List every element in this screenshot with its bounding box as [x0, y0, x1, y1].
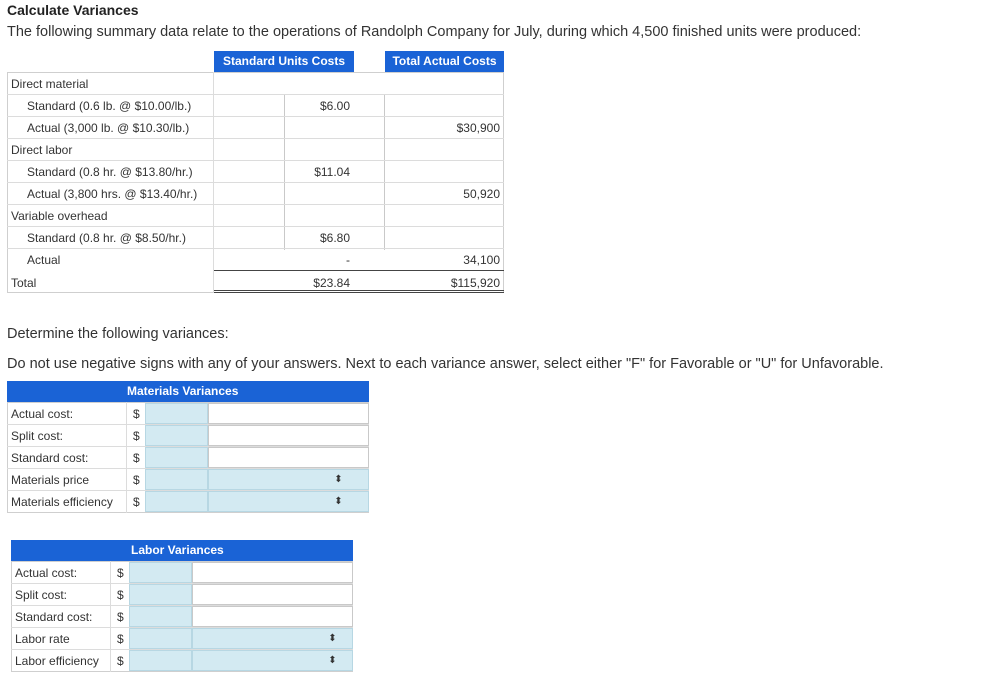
col-header-actual: Total Actual Costs: [385, 51, 504, 72]
materials-split-cost-extra[interactable]: [208, 425, 369, 446]
row-label: Variable overhead: [11, 209, 108, 223]
labor-label: Split cost:: [15, 588, 68, 602]
materials-label: Materials efficiency: [11, 495, 113, 509]
materials-label: Split cost:: [11, 429, 64, 443]
act-value: $30,900: [456, 121, 500, 135]
labor-standard-cost-extra[interactable]: [192, 606, 353, 627]
instruction-note: Do not use negative signs with any of your answers. Next to each variance answer, select either "F" for Favorable or "U" for Unfavorable.: [7, 356, 884, 372]
currency-symbol: $: [117, 610, 124, 624]
row-label: Direct labor: [11, 143, 73, 157]
page-title: Calculate Variances: [7, 2, 139, 18]
labor-rate-fu-select[interactable]: ⬍: [192, 628, 353, 649]
labor-rate-input[interactable]: [129, 628, 192, 649]
materials-actual-cost-extra[interactable]: [208, 403, 369, 424]
materials-price-input[interactable]: [145, 469, 208, 490]
currency-symbol: $: [117, 566, 124, 580]
currency-symbol: $: [133, 495, 140, 509]
materials-standard-cost-input[interactable]: [145, 447, 208, 468]
materials-title: [7, 381, 369, 402]
act-total: $115,920: [450, 276, 500, 290]
divider: [110, 561, 111, 672]
labor-split-cost-extra[interactable]: [192, 584, 353, 605]
std-value: $6.00: [319, 99, 350, 113]
divider: [7, 226, 504, 227]
total-double-rule: [214, 290, 504, 291]
currency-symbol: $: [133, 429, 140, 443]
row-label: Standard (0.8 hr. @ $8.50/hr.): [27, 231, 186, 245]
materials-label: Materials price: [11, 473, 90, 487]
act-value: 34,100: [463, 253, 500, 267]
labor-label: Labor efficiency: [15, 654, 99, 668]
labor-standard-cost-input[interactable]: [129, 606, 192, 627]
currency-symbol: $: [117, 654, 124, 668]
total-double-rule: [214, 292, 504, 293]
labor-title-text: Labor Variances: [131, 543, 224, 557]
total-rule: [214, 270, 504, 271]
materials-actual-cost-input[interactable]: [145, 403, 208, 424]
divider: [7, 138, 504, 139]
determine-text: Determine the following variances:: [7, 326, 229, 342]
divider: [7, 116, 504, 117]
row-label: Standard (0.6 lb. @ $10.00/lb.): [27, 99, 192, 113]
std-value: $11.04: [314, 165, 350, 179]
materials-split-cost-input[interactable]: [145, 425, 208, 446]
labor-label: Standard cost:: [15, 610, 93, 624]
divider: [126, 402, 127, 513]
labor-split-cost-input[interactable]: [129, 584, 192, 605]
row-label: Actual (3,800 hrs. @ $13.40/hr.): [27, 187, 198, 201]
labor-label: Labor rate: [15, 632, 70, 646]
labor-efficiency-input[interactable]: [129, 650, 192, 671]
std-total: $23.84: [313, 276, 350, 290]
materials-standard-cost-extra[interactable]: [208, 447, 369, 468]
labor-actual-cost-extra[interactable]: [192, 562, 353, 583]
currency-symbol: $: [133, 451, 140, 465]
divider: [7, 160, 504, 161]
currency-symbol: $: [133, 407, 140, 421]
materials-label: Actual cost:: [11, 407, 74, 421]
row-label: Direct material: [11, 77, 89, 91]
divider: [7, 182, 504, 183]
row-label: Standard (0.8 hr. @ $13.80/hr.): [27, 165, 193, 179]
std-value: $6.80: [319, 231, 350, 245]
labor-efficiency-fu-select[interactable]: ⬍: [192, 650, 353, 671]
labor-label: Actual cost:: [15, 566, 78, 580]
currency-symbol: $: [117, 632, 124, 646]
materials-price-fu-select[interactable]: ⬍: [208, 469, 369, 490]
row-label: Actual: [27, 253, 61, 267]
act-value: 50,920: [463, 187, 500, 201]
col-header-standard: Standard Units Costs: [214, 51, 354, 72]
labor-title: [11, 540, 353, 561]
materials-efficiency-fu-select[interactable]: ⬍: [208, 491, 369, 512]
materials-efficiency-input[interactable]: [145, 491, 208, 512]
row-label: Total: [11, 276, 37, 290]
materials-title-text: Materials Variances: [127, 384, 239, 398]
intro-text: The following summary data relate to the operations of Randolph Company for July, during which 4,500 finished units were produced:: [7, 24, 862, 40]
currency-symbol: $: [117, 588, 124, 602]
labor-actual-cost-input[interactable]: [129, 562, 192, 583]
divider: [7, 204, 504, 205]
divider: [7, 248, 504, 249]
materials-label: Standard cost:: [11, 451, 89, 465]
divider: [7, 94, 504, 95]
row-label: Actual (3,000 lb. @ $10.30/lb.): [27, 121, 190, 135]
currency-symbol: $: [133, 473, 140, 487]
std-value: -: [346, 253, 350, 267]
